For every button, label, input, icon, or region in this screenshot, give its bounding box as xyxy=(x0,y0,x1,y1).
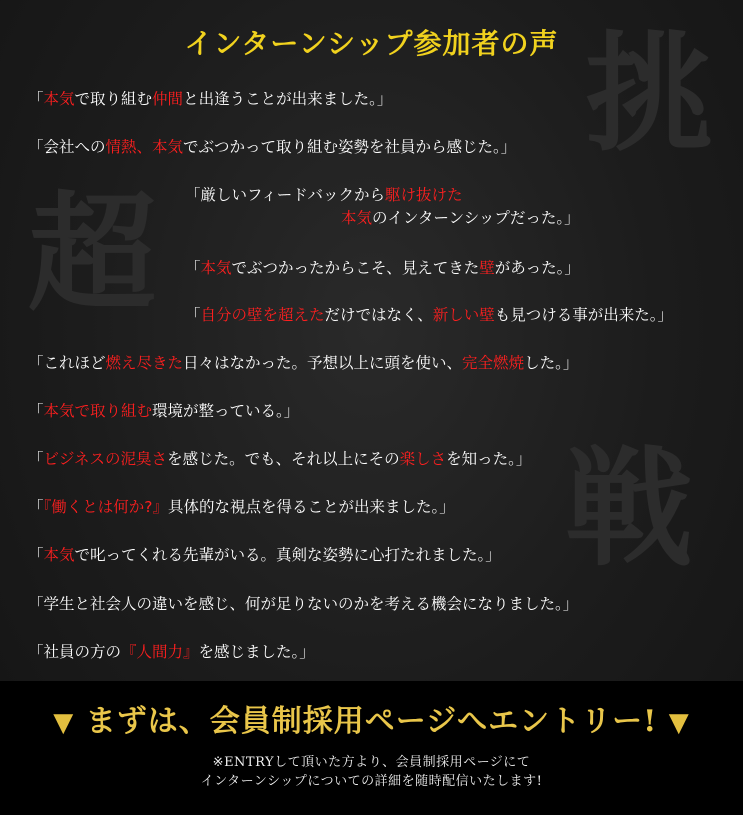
quote-text: 「 xyxy=(28,402,44,420)
quote-text: を知った。」 xyxy=(446,450,532,468)
quote-2 xyxy=(28,137,516,157)
cta-note-line-1: ※ENTRYして頂いた方より、会員制採用ページにて xyxy=(212,755,531,770)
quote-6 xyxy=(28,353,578,373)
quote-7 xyxy=(28,401,299,421)
quote-highlight: 情熱、本気 xyxy=(105,138,184,156)
quote-highlight: 本気で取り組む xyxy=(43,402,153,420)
quote-text: 「 xyxy=(28,498,44,516)
quote-highlight: 新しい壁 xyxy=(432,306,495,324)
quote-highlight: 本気 xyxy=(43,90,75,108)
quote-text: があった。」 xyxy=(494,259,580,277)
quote-11 xyxy=(28,594,578,614)
quote-highlight: 『人間力』 xyxy=(121,643,199,661)
quote-text: を感じた。でも、それ以上にその xyxy=(167,450,400,468)
quote-text: を感じました。」 xyxy=(198,643,315,661)
quote-highlight: 燃え尽きた xyxy=(105,354,184,372)
cta-note-line-2: インターンシップについての詳細を随時配信いたします! xyxy=(200,774,543,789)
quote-text: 環境が整っている。」 xyxy=(152,402,300,420)
quote-text: 「社員の方の xyxy=(28,643,122,661)
background-kanji-battle: 戦 xyxy=(565,434,694,584)
quote-text: 「 xyxy=(185,259,201,277)
quote-text: 日々はなかった。予想以上に頭を使い、 xyxy=(183,354,463,372)
quote-highlight: ビジネスの泥臭さ xyxy=(43,450,168,468)
quote-9 xyxy=(28,497,455,517)
quote-3-line-1 xyxy=(185,185,462,205)
quote-text: でぶつかって取り組む姿勢を社員から感じた。」 xyxy=(183,138,517,156)
quote-text: と出逢うことが出来ました。」 xyxy=(183,90,393,108)
quote-text: のインターンシップだった。」 xyxy=(372,209,580,227)
quote-12 xyxy=(28,642,315,662)
quote-text: 具体的な視点を得ることが出来ました。」 xyxy=(168,498,455,516)
quote-text: 「会社への xyxy=(28,138,106,156)
quote-text: でぶつかったからこそ、見えてきた xyxy=(231,259,480,277)
quote-text: で取り組む xyxy=(74,90,153,108)
quote-highlight: 『働くとは何か?』 xyxy=(43,498,168,516)
quote-text: も見つける事が出来た。」 xyxy=(494,306,674,324)
quote-highlight: 駆け抜けた xyxy=(384,186,463,204)
down-triangle-icon: ▼ xyxy=(53,708,75,738)
down-triangle-icon: ▼ xyxy=(668,708,690,738)
quote-highlight: 壁 xyxy=(479,259,495,277)
entry-link[interactable] xyxy=(0,696,743,740)
quote-text: 「これほど xyxy=(28,354,106,372)
quote-highlight: 仲間 xyxy=(152,90,184,108)
quote-highlight: 楽しさ xyxy=(399,450,447,468)
quote-highlight: 自分の壁を超えた xyxy=(200,306,325,324)
quote-text: で叱ってくれる先輩がいる。真剣な姿勢に心打たれました。」 xyxy=(74,546,501,564)
quote-highlight: 本気 xyxy=(341,209,373,227)
quote-text: 「 xyxy=(185,306,201,324)
quote-3-line-2 xyxy=(341,208,580,228)
quote-highlight: 本気 xyxy=(200,259,232,277)
quote-text: した。」 xyxy=(524,354,579,372)
background-kanji-challenge: 挑 xyxy=(585,19,714,169)
background-kanji-exceed: 超 xyxy=(28,179,157,329)
quote-text: 「厳しいフィードバックから xyxy=(185,186,385,204)
quote-5 xyxy=(185,305,673,325)
quote-text: 「学生と社会人の違いを感じ、何が足りないのかを考える機会になりました。」 xyxy=(28,595,579,613)
quote-text: 「 xyxy=(28,450,44,468)
quote-1 xyxy=(28,89,392,109)
quote-text: 「 xyxy=(28,90,44,108)
quote-text: だけではなく、 xyxy=(324,306,433,324)
quote-text: 「 xyxy=(28,546,44,564)
quote-8 xyxy=(28,449,531,469)
cta-text: まずは、会員制採用ページへエントリー! xyxy=(85,704,658,739)
quote-10 xyxy=(28,545,501,565)
quote-4 xyxy=(185,258,580,278)
quote-highlight: 本気 xyxy=(43,546,75,564)
page-title: インターンシップ参加者の声 xyxy=(184,27,559,60)
quote-highlight: 完全燃焼 xyxy=(462,354,525,372)
